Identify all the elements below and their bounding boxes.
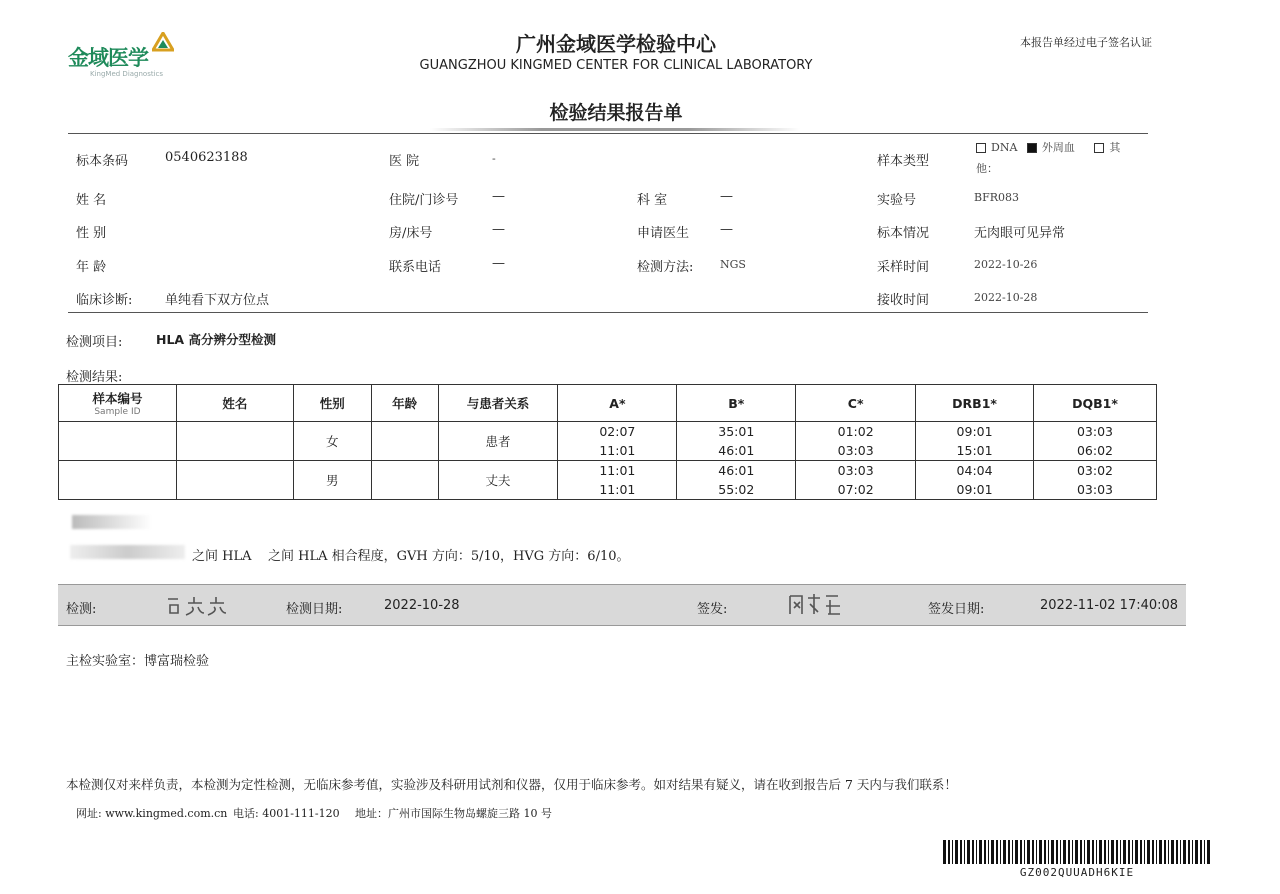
barcode-bar [976, 840, 977, 864]
test-date-label: 检测日期: [286, 602, 343, 617]
barcode-bar [1032, 840, 1034, 864]
barcode-bar [1147, 840, 1150, 864]
cell-relation: 患者 [438, 422, 558, 461]
barcode-bar [984, 840, 986, 864]
redacted-conclusion-heading [72, 515, 152, 529]
barcode-bar [979, 840, 982, 864]
barcode-bar [1003, 840, 1006, 864]
barcode-bar [955, 840, 958, 864]
info-bottom-rule [68, 312, 1148, 313]
barcode-bar [991, 840, 994, 864]
diagnosis-label: 临床诊断: [76, 293, 133, 308]
barcode-bar [1135, 840, 1138, 864]
doctor-value: — [720, 222, 733, 237]
barcode-bar [1060, 840, 1061, 864]
barcode-bar [1056, 840, 1058, 864]
barcode-bar [1168, 840, 1169, 864]
results-label: 检测结果: [66, 370, 123, 385]
barcode-bar [1099, 840, 1102, 864]
cell-hla-dqb1: 03:02 03:03 [1034, 461, 1157, 500]
esign-note: 本报告单经过电子签名认证 [1020, 36, 1152, 49]
cell-age [371, 461, 438, 500]
cell-hla-a: 02:07 11:01 [558, 422, 677, 461]
gender-label: 性 别 [76, 226, 107, 241]
barcode-bar [967, 840, 970, 864]
barcode-bar [1063, 840, 1066, 864]
info-top-rule [68, 133, 1148, 134]
redacted-conclusion-prefix [70, 545, 185, 559]
barcode-bar [1092, 840, 1094, 864]
barcode-bar [1027, 840, 1030, 864]
barcode-bar [1111, 840, 1114, 864]
doctor-label: 申请医生 [637, 226, 690, 241]
name-label: 姓 名 [76, 193, 107, 208]
barcode-bar [1192, 840, 1193, 864]
website: 网址: www.kingmed.com.cn [76, 807, 228, 820]
barcode-bar [1132, 840, 1133, 864]
diagnosis-value: 单纯看下双方位点 [165, 293, 270, 308]
barcode-bar [1072, 840, 1073, 864]
test-item-label: 检测项目: [66, 335, 123, 350]
barcode-bar [1080, 840, 1082, 864]
barcode-bar [972, 840, 974, 864]
phone-value: — [492, 256, 505, 271]
hospital-value: - [492, 152, 496, 165]
room-bed-value: — [492, 222, 505, 237]
report-title: 检验结果报告单 [549, 102, 683, 124]
logo-text: 金域医学 [68, 46, 148, 70]
cell-sample-id [59, 422, 177, 461]
barcode-bar [1159, 840, 1162, 864]
barcode-bar [1008, 840, 1010, 864]
barcode-bar [1204, 840, 1205, 864]
main-lab: 主检实验室：博富瑞检验 [66, 654, 210, 669]
lab-no-value: BFR083 [974, 191, 1019, 204]
barcode-text: GZ002QUUADH6KIE [1019, 866, 1135, 879]
checkbox-dna [976, 143, 986, 153]
center-name-english: GUANGZHOU KINGMED CENTER FOR CLINICAL LABORATORY [419, 58, 813, 73]
sample-type-other-cont: 他： [976, 162, 998, 175]
barcode-bar [1036, 840, 1037, 864]
barcode-bar [964, 840, 965, 864]
disclaimer: 本检测仅对来样负责，本检测为定性检测，无临床参考值，实验涉及科研用试剂和仪器，仅用于临床参考。如对结果有疑义，请在收到报告后 7 天内与我们联系！ [66, 777, 957, 792]
col-hla-a: A* [558, 385, 677, 422]
barcode-bar [1188, 840, 1190, 864]
barcode-bar [1075, 840, 1078, 864]
cell-age [371, 422, 438, 461]
cell-hla-b: 46:01 55:02 [677, 461, 796, 500]
cell-gender: 女 [293, 422, 371, 461]
barcode-bar [1116, 840, 1118, 864]
receive-time-value: 2022-10-28 [974, 291, 1038, 304]
method-value: NGS [720, 258, 746, 271]
cell-relation: 丈夫 [438, 461, 558, 500]
test-item-value: HLA 高分辨分型检测 [156, 332, 276, 347]
conclusion-detail: 之间 HLA 相合程度，GVH 方向：5/10，HVG 方向：6/10。 [268, 549, 630, 564]
barcode-bar [1152, 840, 1154, 864]
tester-label: 检测: [66, 602, 97, 617]
col-hla-dqb1: DQB1* [1034, 385, 1157, 422]
telephone: 电话: 4001-111-120 [233, 807, 340, 820]
barcode-bar [1104, 840, 1106, 864]
department-value: — [720, 189, 733, 204]
barcode-bar [1087, 840, 1090, 864]
lab-no-label: 实验号 [877, 193, 917, 208]
col-gender: 性别 [293, 385, 371, 422]
conclusion-text: 之间 HLA [192, 549, 252, 564]
barcode-bar [1120, 840, 1121, 864]
barcode [943, 840, 1211, 864]
logo-subtext: KingMed Diagnostics [90, 70, 164, 78]
barcode-bar [1096, 840, 1097, 864]
cell-gender: 男 [293, 461, 371, 500]
cell-name [176, 422, 293, 461]
title-underline [430, 128, 800, 131]
col-sample-id: 样本编号 Sample ID [59, 385, 177, 422]
barcode-bar [1200, 840, 1202, 864]
table-row [59, 461, 1157, 500]
barcode-bar [1051, 840, 1054, 864]
cell-hla-a: 11:01 11:01 [558, 461, 677, 500]
col-name: 姓名 [176, 385, 293, 422]
col-hla-c: C* [796, 385, 916, 422]
sample-type-label: 样本类型 [877, 154, 930, 169]
method-label: 检测方法: [637, 260, 694, 275]
barcode-bar [1128, 840, 1130, 864]
barcode-bar [1012, 840, 1013, 864]
room-bed-label: 房/床号 [389, 226, 433, 241]
receive-time-label: 接收时间 [877, 293, 930, 308]
barcode-bar [988, 840, 989, 864]
address: 地址：广州市国际生物岛螺旋三路 10 号 [355, 807, 552, 820]
barcode-bar [1039, 840, 1042, 864]
cell-hla-c: 03:03 07:02 [796, 461, 916, 500]
cell-hla-b: 35:01 46:01 [677, 422, 796, 461]
col-age: 年龄 [371, 385, 438, 422]
hospital-label: 医 院 [389, 154, 420, 169]
barcode-bar [996, 840, 998, 864]
cell-hla-drb1: 04:04 09:01 [916, 461, 1034, 500]
barcode-bar [1015, 840, 1018, 864]
barcode-bar [1123, 840, 1126, 864]
sample-barcode-value: 0540623188 [165, 150, 248, 165]
barcode-bar [1044, 840, 1046, 864]
hla-result-table [58, 384, 1157, 500]
col-relation: 与患者关系 [438, 385, 558, 422]
cell-name [176, 461, 293, 500]
barcode-bar [1140, 840, 1142, 864]
barcode-bar [1183, 840, 1186, 864]
inpatient-no-label: 住院/门诊号 [389, 193, 459, 208]
test-date-value: 2022-10-28 [384, 598, 460, 613]
cell-hla-c: 01:02 03:03 [796, 422, 916, 461]
barcode-bar [952, 840, 953, 864]
issue-date-label: 签发日期: [928, 602, 985, 617]
barcode-bar [948, 840, 950, 864]
issuer-label: 签发: [697, 602, 728, 617]
barcode-bar [1024, 840, 1025, 864]
barcode-bar [1108, 840, 1109, 864]
phone-label: 联系电话 [389, 260, 442, 275]
barcode-bar [1068, 840, 1070, 864]
collect-time-value: 2022-10-26 [974, 258, 1038, 271]
barcode-bar [1195, 840, 1198, 864]
col-hla-drb1: DRB1* [916, 385, 1034, 422]
barcode-bar [1180, 840, 1181, 864]
center-name: 广州金域医学检验中心 [516, 32, 716, 56]
barcode-bar [1048, 840, 1049, 864]
barcode-bar [1171, 840, 1174, 864]
barcode-bar [1156, 840, 1157, 864]
barcode-bar [1000, 840, 1001, 864]
specimen-condition-value: 无肉眼可见异常 [974, 226, 1066, 241]
signoff-band [58, 584, 1186, 626]
tester-signature [164, 593, 244, 617]
collect-time-label: 采样时间 [877, 260, 930, 275]
checkbox-other [1094, 143, 1104, 153]
issue-date-value: 2022-11-02 17:40:08 [1040, 598, 1179, 613]
barcode-bar [1144, 840, 1145, 864]
barcode-bar [1176, 840, 1178, 864]
table-header-row [59, 385, 1157, 422]
cell-hla-dqb1: 03:03 06:02 [1034, 422, 1157, 461]
sample-type-options: DNA 外周血 其 [976, 139, 1120, 155]
col-hla-b: B* [677, 385, 796, 422]
barcode-bar [960, 840, 962, 864]
specimen-condition-label: 标本情况 [877, 226, 930, 241]
sample-barcode-label: 标本条码 [76, 154, 129, 169]
cell-sample-id [59, 461, 177, 500]
checkbox-peripheral-blood [1027, 143, 1037, 153]
cell-hla-drb1: 09:01 15:01 [916, 422, 1034, 461]
barcode-bar [1164, 840, 1166, 864]
barcode-bar [943, 840, 946, 864]
barcode-bar [1207, 840, 1210, 864]
issuer-signature [786, 592, 842, 618]
inpatient-no-value: — [492, 189, 505, 204]
age-label: 年 龄 [76, 260, 107, 275]
barcode-bar [1084, 840, 1085, 864]
table-row [59, 422, 1157, 461]
department-label: 科 室 [637, 193, 668, 208]
barcode-bar [1020, 840, 1022, 864]
